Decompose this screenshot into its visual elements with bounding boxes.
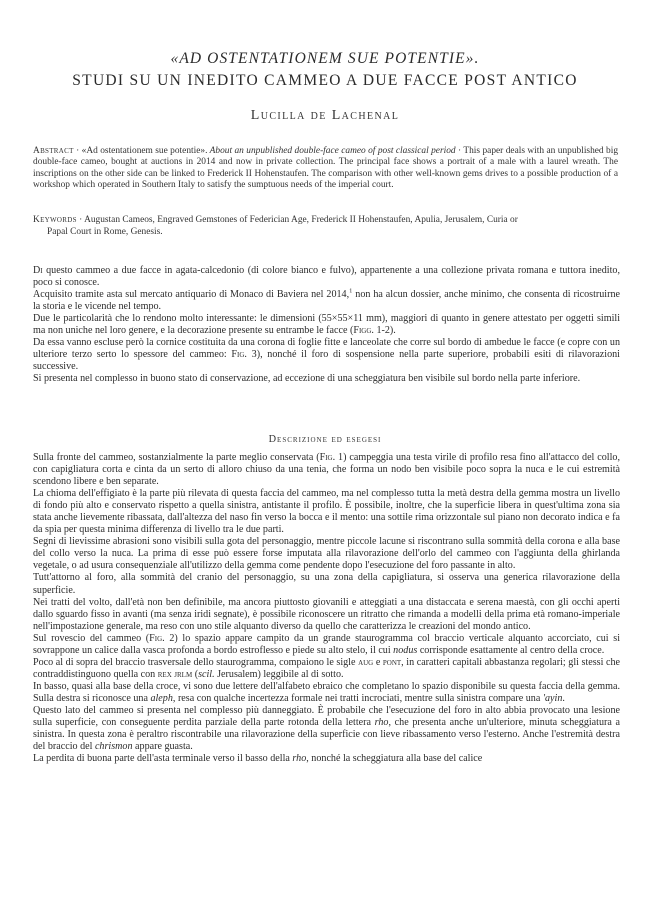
desc-p9-c: appare guasta.: [132, 741, 193, 753]
intro-paragraph-3: [33, 313, 620, 337]
desc-p9-rho: rho: [374, 717, 389, 729]
abstract: [33, 146, 618, 192]
desc-p10-rho: rho: [292, 753, 307, 765]
author-name: Lucilla de Lachenal: [250, 108, 400, 123]
fig-ref: Fig.: [231, 349, 247, 361]
desc-paragraph-2: La chioma dell'effigiato è la parte più rilevata di questa faccia del cammeo, ma nel complesso tutta la metà destra della gemma mostra un livello di fondo più alto e conservato rispetto a quella sinistra, antistante il profilo. È possibile, inoltre, che la superficie libera in quest'ultima zona sia stata anche lievemente ribassata, dall'altezza del naso fin verso la bocca e il mento: una sottile rima orizzontale sul piano non decorato indica e fa da spia per questa minima differenza di livello tra le due parti.: [33, 488, 620, 536]
desc-paragraph-6: [33, 633, 620, 657]
sigla-rex: rex jrlm: [157, 668, 193, 680]
intro-p2-b: non ha alcun dossier, anche minimo, che consenta di ricostruirne la storia e le vicende nel tempo.: [33, 289, 620, 313]
fig-ref: Figg.: [353, 325, 374, 337]
desc-p10-a: La perdita di buona parte dell'asta terminale verso il basso della: [33, 753, 293, 765]
desc-p7-e: e: [373, 656, 383, 668]
footnote-ref-1[interactable]: 1: [349, 287, 353, 295]
desc-p8-c: .: [562, 692, 565, 704]
desc-paragraph-8: [33, 681, 620, 705]
description-section: [33, 452, 620, 765]
keywords-sep: ·: [76, 215, 85, 225]
desc-p7-a: Poco al di sopra del braccio trasversale dello staurogramma, compaiono le sigle: [33, 656, 359, 668]
title-line-2: STUDI SU UN INEDITO CAMMEO A DUE FACCE POST ANTICO: [72, 72, 578, 89]
desc-p8-ayin: 'ayin: [542, 692, 563, 704]
desc-p6-italic: nodus: [393, 644, 418, 656]
intro-p4-a: Da essa vanno escluse però la cornice costituita da una corona di foglie fitte e lanceolate che corre sul bordo di ambedue le facce (e copre con un ulteriore terzo serto lo spessore del cammeo:: [33, 337, 620, 361]
fig-ref: Fig.: [149, 632, 165, 644]
section-heading: Descrizione ed esegesi: [268, 434, 382, 445]
abstract-label: Abstract: [33, 146, 74, 156]
desc-p1-b: 1) campeggia una testa virile di profilo resa fino all'attacco del collo, con capigliatura corta e cinta da un serto di alloro chiuso da una tenia, che forma un nodo ben visibile poco sopra la nuca e le cui estremità scendono libere e ben separate.: [33, 452, 620, 488]
desc-p7-c: (: [192, 668, 199, 680]
intro-p1-text: questo cammeo a due facce in agata-calcedonio (di colore bianco e fulvo), appartenente a una collezione privata romana e tuttora inedito, poco si conosce.: [33, 265, 620, 289]
desc-p7-d: Jerusalem) leggibile al di sotto.: [214, 668, 344, 680]
desc-p1-a: Sulla fronte del cammeo, sostanzialmente la parte meglio conservata (: [33, 452, 320, 463]
desc-p8-a: In basso, quasi alla base della croce, vi sono due lettere dell'alfabeto ebraico che completano lo spazio disponibile su questa faccia della gemma. Sulla destra si riconosce una: [33, 680, 620, 704]
desc-paragraph-5: Nei tratti del volto, dall'età non ben definibile, ma ancora piuttosto giovanili e atteggiati a una distaccata e serena maestà, con gli occhi aperti dallo sguardo fisso in avanti (ma senza iridi segnate), è possibile riconoscere un ritratto che rimanda a modelli della prima età romano-imperiale nell'impostazione generale, ma reso con uno stile alquanto diverso da quello che caratterizza le creazioni del mondo antico.: [33, 596, 620, 632]
desc-p7-scil: scil.: [198, 668, 215, 680]
desc-p9-b: , che presenta anche un'ulteriore, minuta scheggiatura a sinistra. In questa zona è peraltro riscontrabile una rilavorazione della superficie con lieve ribassamento verso l'esterno. Anche l'estremità destra del braccio del: [33, 717, 620, 753]
intro-p2-a: Acquisito tramite asta sul mercato antiquario di Monaco di Baviera nel 2014,: [33, 289, 350, 301]
desc-paragraph-7: [33, 657, 620, 681]
intro-p4-b: 3), nonché il foro di sospensione nella parte superiore, probabili esiti di rilavorazioni successive.: [33, 349, 620, 373]
intro-paragraph-1: [33, 265, 620, 289]
desc-paragraph-1: [33, 452, 620, 488]
desc-paragraph-9: [33, 705, 620, 753]
desc-p6-a: Sul rovescio del cammeo (: [33, 632, 150, 644]
desc-p8-aleph: aleph: [150, 692, 173, 704]
intro-p3-b: 1-2).: [373, 325, 396, 337]
intro-paragraph-5: Si presenta nel complesso in buono stato di conservazione, ad eccezione di una scheggiatura ben visibile sul bordo nella parte inferiore.: [33, 373, 581, 385]
keywords-label: Keywords: [33, 215, 77, 225]
sigla-aug: aug: [358, 656, 374, 668]
fig-ref: Fig.: [319, 452, 336, 463]
intro-dropcap: Di: [33, 265, 43, 276]
desc-p10-b: , nonché la scheggiatura alla base del calice: [306, 753, 483, 765]
keywords: [33, 215, 618, 238]
intro-p3-a: Due le particolarità che lo rendono molto interessante: le dimensioni (55×55×11 mm), maggiori di quanto in genere attestato per oggetti simili ma non uniche nel loro genere, e la decorazione presente su entrambe le facce (: [33, 313, 620, 337]
desc-paragraph-3: Segni di lievissime abrasioni sono visibili sulla gota del personaggio, mentre piccole lacune si riscontrano sulla sommità della corona e alla base del collo verso la nuca. La prima di esse può essere forse imputata alla rilavorazione dell'orlo del cammeo con l'aggiunta della ghirlanda vegetale, o ad usura consequenziale all'utilizzo della gemma come pendente dopo l'esecuzione del foro passante in alto.: [33, 536, 620, 572]
intro-paragraph-4: [33, 337, 620, 373]
abstract-quoted: «Ad ostentationem sue potentie».: [81, 146, 208, 156]
keywords-text: Augustan Cameos, Engraved Gemstones of Federician Age, Frederick II Hohenstaufen, Apulia, Jerusalem, Curia or: [84, 215, 518, 225]
desc-p8-b: , resa con qualche incertezza formale nei tratti incrociati, mentre sulla sinistra compare una: [172, 692, 543, 704]
desc-p9-chrismon: chrismon: [94, 741, 133, 753]
intro-section: [33, 265, 620, 385]
title-line-1: «AD OSTENTATIONEM SUE POTENTIE».: [170, 50, 480, 67]
keywords-cont: Papal Court in Rome, Genesis.: [47, 226, 163, 237]
abstract-sep: ·: [73, 146, 82, 156]
abstract-italic: About an unpublished double-face cameo of post classical period: [207, 146, 456, 156]
desc-p6-b: 2) lo spazio appare campito da un grande staurogramma col braccio verticale alquanto accorciato, cui si sovrappone un calice dalla vasca profonda a bordo estroflesso e piede su alto stelo, il cui: [33, 632, 620, 656]
desc-p9-a: Questo lato del cammeo si presenta nel complesso più danneggiato. È probabile che l'esecuzione del foro in alto abbia provocato una lesione sulla superficie, con conseguente perdita parziale della parte rotonda della lettera: [33, 704, 620, 729]
desc-paragraph-10: [33, 753, 620, 765]
intro-paragraph-2: [33, 289, 620, 313]
sigla-pont: pont: [382, 656, 402, 668]
desc-p6-c: corrisponde esattamente al centro della croce.: [417, 644, 605, 656]
desc-p7-b: , in caratteri capitali abbastanza regolari; gli stessi che contraddistinguono quella con: [33, 656, 620, 680]
desc-paragraph-4: Tutt'attorno al foro, alla sommità del cranio del personaggio, su una zona della capigliatura, si osserva una generica rilavorazione della superficie.: [33, 572, 620, 596]
abstract-text: · This paper deals with an unpublished big double-face cameo, bought at auctions in 2014 and now in private collection. The principal face shows a portrait of a male with a laurel wreath. The inscriptions on the other side can be linked to Frederick II Hohenstaufen. The comparison with other well-known gems drives to a possible production of a workshop which operated in Southern Italy to satisfy the sumptuous needs of the imperial court.: [33, 146, 619, 191]
